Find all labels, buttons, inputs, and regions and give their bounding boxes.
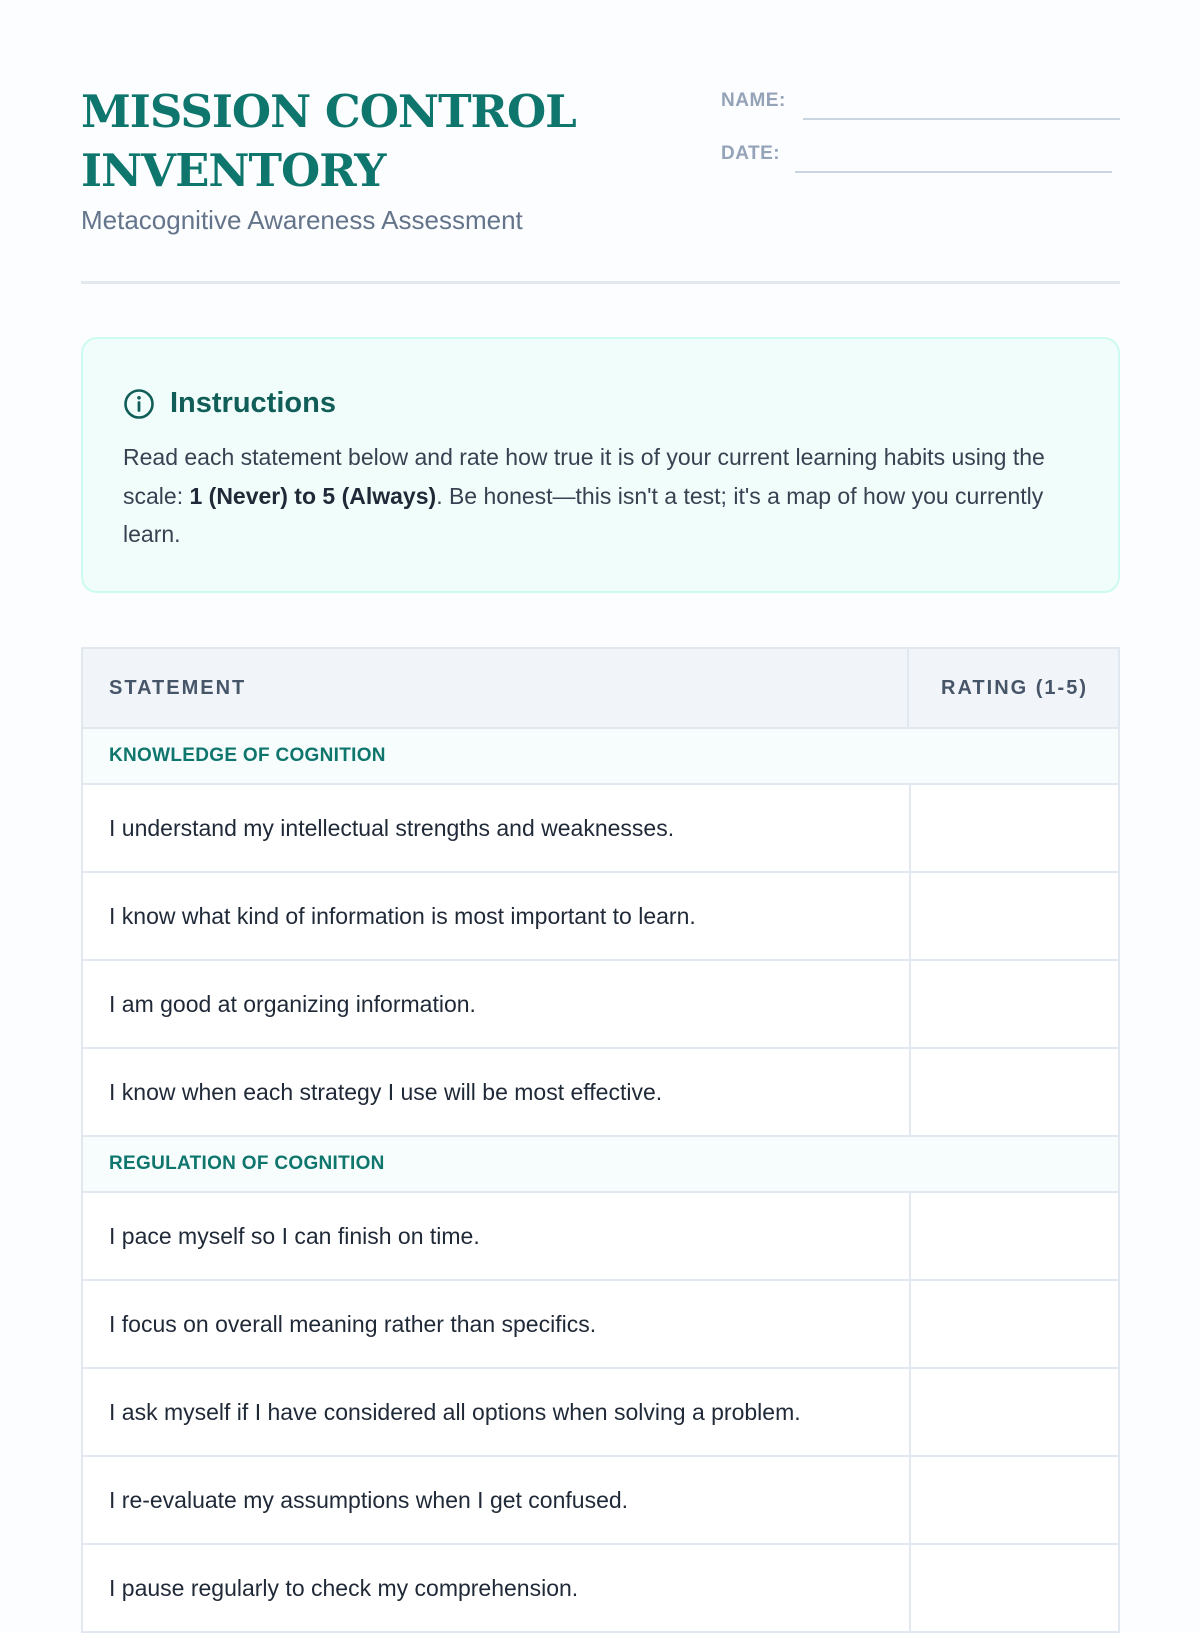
table-row	[83, 785, 1118, 873]
instructions-text-start: Read each statement below and rate how true it is of your current learning habits using the scale:	[123, 444, 1045, 509]
worksheet-header	[81, 0, 1120, 284]
table-row	[83, 1049, 1118, 1137]
section-row-knowledge	[83, 729, 1118, 785]
page-subtitle: Metacognitive Awareness Assessment	[81, 205, 523, 235]
rating-cell[interactable]	[909, 1049, 1118, 1135]
statement-text: I ask myself if I have considered all options when solving a problem.	[109, 1399, 801, 1425]
rating-cell[interactable]	[909, 1369, 1118, 1455]
table-row	[83, 1457, 1118, 1545]
page-title: MISSION CONTROL INVENTORY	[81, 85, 576, 197]
statement-text: I pace myself so I can finish on time.	[109, 1223, 480, 1249]
info-icon	[123, 388, 155, 420]
table-row	[83, 1545, 1118, 1633]
rating-cell[interactable]	[909, 961, 1118, 1047]
table-row	[83, 1193, 1118, 1281]
statement-text: I understand my intellectual strengths and weaknesses.	[109, 815, 675, 841]
rating-cell[interactable]	[909, 1281, 1118, 1367]
column-header-statement: STATEMENT	[109, 677, 247, 699]
table-header	[83, 647, 1118, 729]
column-header-rating: RATING (1-5)	[941, 677, 1088, 699]
statement-text: I focus on overall meaning rather than specifics.	[109, 1311, 597, 1337]
date-input-line[interactable]	[795, 171, 1112, 173]
statement-text: I pause regularly to check my comprehension.	[109, 1575, 579, 1601]
section-label: KNOWLEDGE OF COGNITION	[109, 745, 386, 766]
instructions-heading: Instructions	[170, 387, 336, 419]
instructions-text-end: . Be honest—this isn't a test; it's a map of how you currently learn.	[123, 482, 1044, 547]
rating-cell[interactable]	[909, 1193, 1118, 1279]
instructions-box	[81, 337, 1120, 593]
rating-cell[interactable]	[909, 785, 1118, 871]
table-row	[83, 1369, 1118, 1457]
statement-text: I know when each strategy I use will be most effective.	[109, 1079, 663, 1105]
rating-cell[interactable]	[909, 1545, 1118, 1631]
instructions-text	[123, 438, 1083, 554]
rating-scale: 1 (Never) to 5 (Always)	[189, 482, 437, 509]
name-input-line[interactable]	[803, 118, 1120, 120]
date-field-row	[721, 135, 1112, 175]
worksheet-page	[81, 0, 1120, 1600]
statement-text: I re-evaluate my assumptions when I get confused.	[109, 1487, 629, 1513]
table-row	[83, 961, 1118, 1049]
rating-cell[interactable]	[909, 873, 1118, 959]
section-row-regulation	[83, 1137, 1118, 1193]
name-field-row	[721, 82, 1120, 122]
statement-text: I know what kind of information is most important to learn.	[109, 903, 696, 929]
date-label: DATE:	[721, 143, 781, 164]
section-label: REGULATION OF COGNITION	[109, 1153, 385, 1174]
column-divider	[907, 649, 909, 727]
table-row	[83, 873, 1118, 961]
statement-text: I am good at organizing information.	[109, 991, 476, 1017]
name-label: NAME:	[721, 90, 786, 111]
rating-cell[interactable]	[909, 1457, 1118, 1543]
table-row	[83, 1281, 1118, 1369]
inventory-table	[81, 647, 1120, 1633]
